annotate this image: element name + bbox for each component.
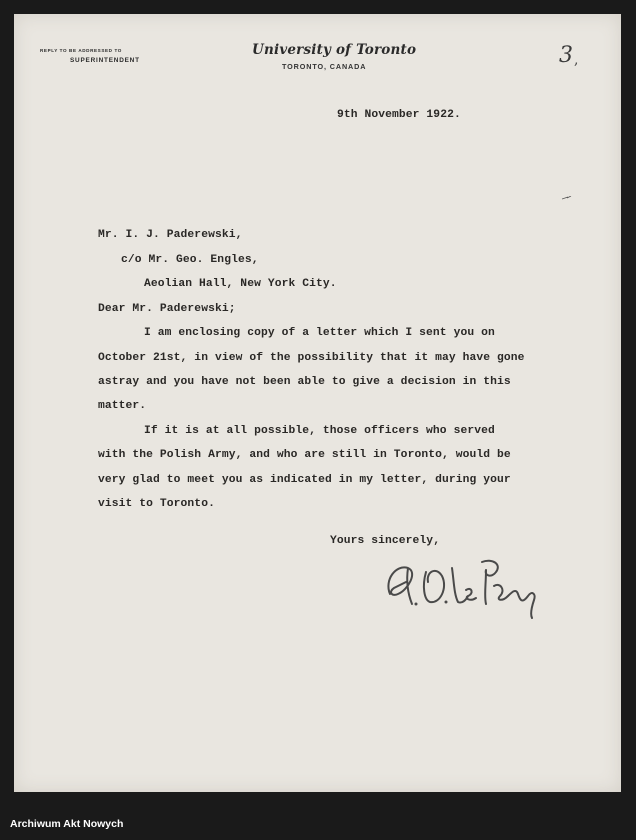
salutation: Dear Mr. Paderewski; — [98, 303, 236, 315]
address-line-1: Mr. I. J. Paderewski, — [98, 229, 243, 241]
body-line: If it is at all possible, those officers who served — [144, 425, 495, 437]
address-line-3: Aeolian Hall, New York City. — [144, 278, 337, 290]
body-line: with the Polish Army, and who are still in Toronto, would be — [98, 449, 511, 461]
body-line: I am enclosing copy of a letter which I sent you on — [144, 327, 495, 339]
address-line-2: c/o Mr. Geo. Engles, — [121, 254, 259, 266]
body-line: visit to Toronto. — [98, 498, 215, 510]
pen-mark — [562, 196, 572, 200]
body-line: very glad to meet you as indicated in my letter, during your — [98, 474, 511, 486]
body-line: matter. — [98, 400, 147, 412]
letter-page — [14, 14, 621, 792]
archive-watermark: Archiwum Akt Nowych — [10, 818, 124, 830]
letterhead-city: TORONTO, CANADA — [282, 62, 367, 71]
handwritten-signature — [382, 542, 542, 622]
reply-notice-small: REPLY TO BE ADDRESSED TO — [40, 48, 122, 53]
body-line: October 21st, in view of the possibility that it may have gone — [98, 352, 525, 364]
reply-notice — [40, 46, 140, 65]
closing: Yours sincerely, — [330, 535, 441, 547]
handwritten-page-number: 3 — [559, 43, 573, 68]
reply-notice-addressee: SUPERINTENDENT — [70, 57, 140, 64]
letter-date: 9th November 1922. — [337, 109, 461, 121]
page-number-comma-mark: , — [574, 52, 579, 68]
body-line: astray and you have not been able to give a decision in this — [98, 376, 511, 388]
letterhead-institution: University of Toronto — [252, 42, 417, 58]
